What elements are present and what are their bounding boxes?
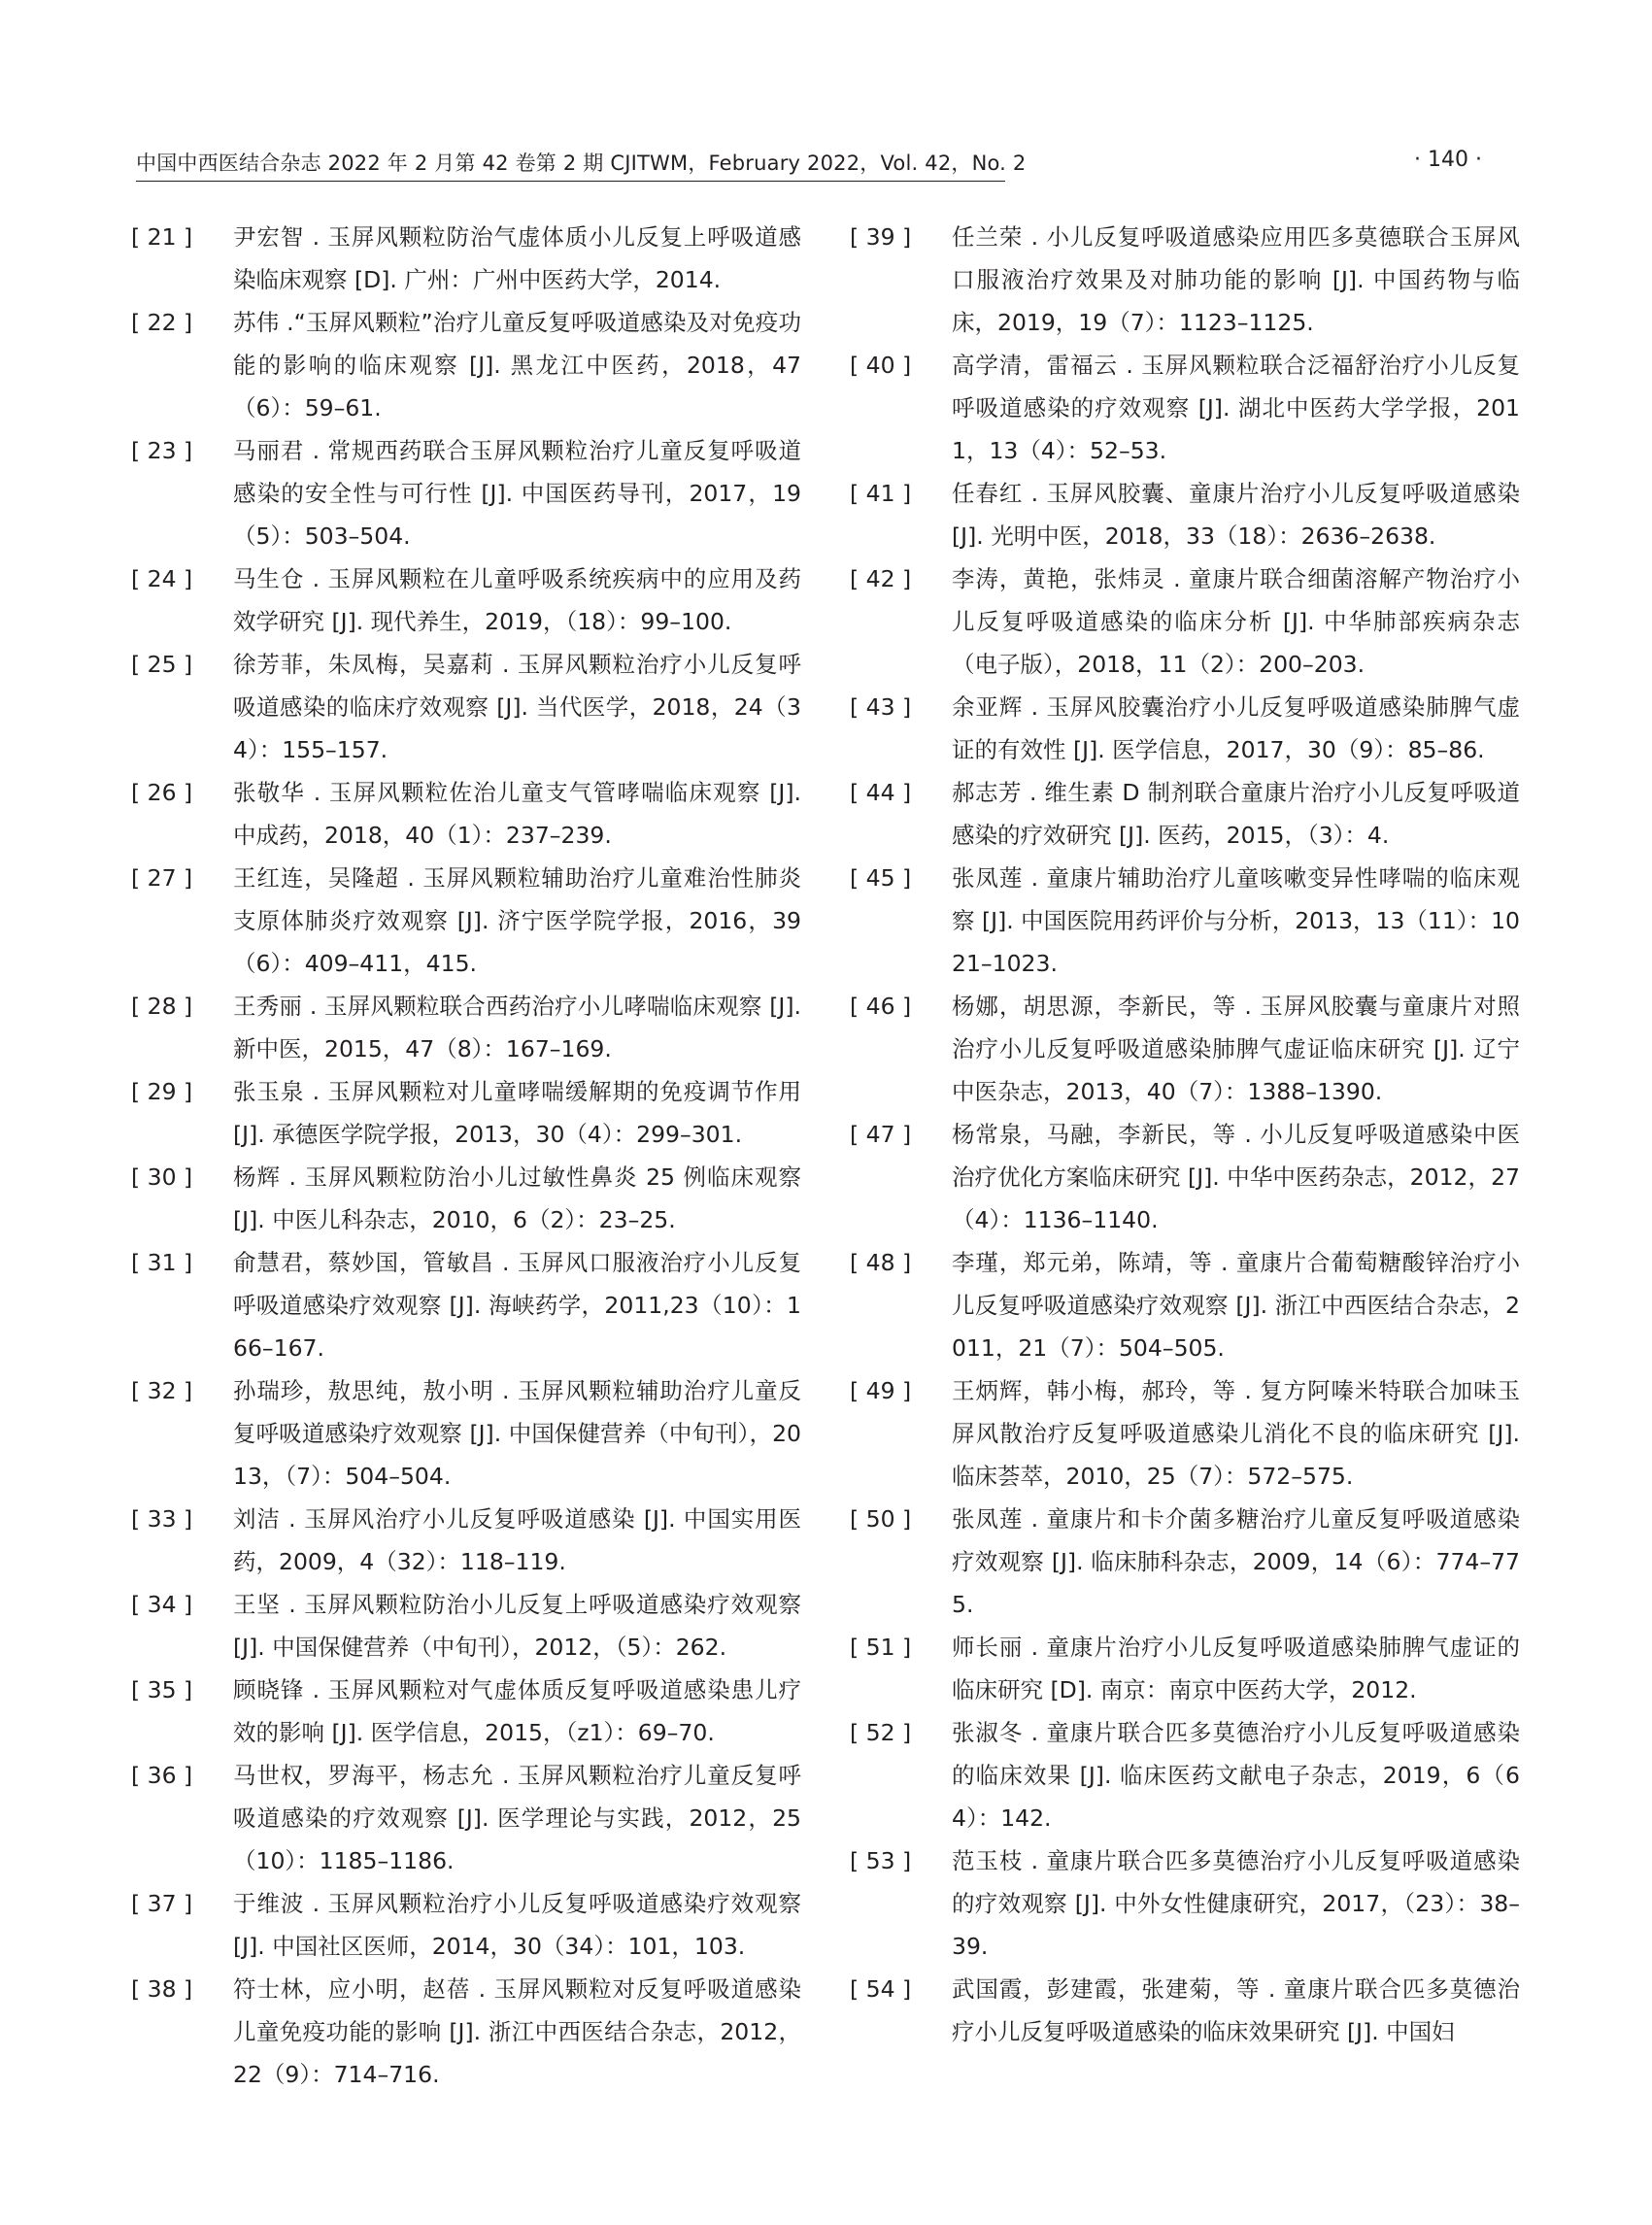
reference-entry (131, 771, 801, 857)
reference-number: [ 30 ] (131, 1163, 193, 1191)
reference-number: [ 26 ] (131, 779, 193, 806)
reference-number: [ 32 ] (131, 1377, 193, 1404)
reference-text: 顾晓锋 . 玉屏风颗粒对气虚体质反复呼吸道感染患儿疗效的影响 [J]. 医学信息，2015，（z1）：69–70. (233, 1676, 801, 1746)
reference-text: 高学清，雷福云 . 玉屏风颗粒联合泛福舒治疗小儿反复呼吸道感染的疗效观察 [J]. 湖北中医药大学学报，2011，13（4）：52–53. (952, 352, 1520, 464)
reference-number: [ 36 ] (131, 1762, 193, 1789)
reference-number: [ 21 ] (131, 223, 193, 251)
reference-entry (131, 216, 801, 301)
reference-text: 武国霞，彭建霞，张建菊，等 . 童康片联合匹多莫德治疗小儿反复呼吸道感染的临床效果研究 [J]. 中国妇 (952, 1975, 1520, 2045)
reference-entry (131, 1369, 801, 1498)
reference-text: 李涛，黄艳，张炜灵 . 童康片联合细菌溶解产物治疗小儿反复呼吸道感染的临床分析 [J]. 中华肺部疾病杂志（电子版），2018，11（2）：200–203. (952, 565, 1520, 678)
page-number: · 140 · (1414, 148, 1482, 172)
reference-number: [ 54 ] (850, 1975, 912, 2003)
reference-number: [ 46 ] (850, 993, 912, 1020)
reference-number: [ 27 ] (131, 864, 193, 892)
reference-text: 李瑾，郑元弟，陈靖，等 . 童康片合葡萄糖酸锌治疗小儿反复呼吸道感染疗效观察 [J]. 浙江中西医结合杂志，2011，21（7）：504–505. (952, 1249, 1520, 1362)
reference-number: [ 44 ] (850, 779, 912, 806)
reference-entry (131, 1156, 801, 1241)
reference-text: 刘洁 . 玉屏风治疗小儿反复呼吸道感染 [J]. 中国实用医药，2009，4（32）：118–119. (233, 1505, 801, 1575)
reference-entry (131, 1968, 801, 2096)
reference-text: 马世权，罗海平，杨志允 . 玉屏风颗粒治疗儿童反复呼吸道感染的疗效观察 [J]. 医学理论与实践，2012，25（10）：1185–1186. (233, 1762, 801, 1874)
reference-entry (131, 985, 801, 1070)
reference-text: 范玉枝 . 童康片联合匹多莫德治疗小儿反复呼吸道感染的疗效观察 [J]. 中外女性健康研究，2017，（23）：38–39. (952, 1847, 1520, 1960)
reference-entry (131, 1882, 801, 1968)
reference-text: 王秀丽 . 玉屏风颗粒联合西药治疗小儿哮喘临床观察 [J]. 新中医，2015，47（8）：167–169. (233, 993, 801, 1062)
reference-text: 符士林，应小明，赵蓓 . 玉屏风颗粒对反复呼吸道感染儿童免疫功能的影响 [J]. 浙江中西医结合杂志，2012，22（9）：714–716. (233, 1975, 801, 2088)
reference-number: [ 50 ] (850, 1505, 912, 1533)
reference-number: [ 48 ] (850, 1249, 912, 1276)
reference-text: 张凤莲 . 童康片辅助治疗儿童咳嗽变异性哮喘的临床观察 [J]. 中国医院用药评价与分析，2013，13（11）：1021–1023. (952, 864, 1520, 977)
reference-entry (850, 472, 1520, 557)
reference-text: 马丽君 . 常规西药联合玉屏风颗粒治疗儿童反复呼吸道感染的安全性与可行性 [J]. 中国医药导刊，2017，19（5）：503–504. (233, 437, 801, 550)
reference-text: 徐芳菲，朱凤梅，吴嘉莉 . 玉屏风颗粒治疗小儿反复呼吸道感染的临床疗效观察 [J]. 当代医学，2018，24（34）：155–157. (233, 651, 801, 763)
reference-number: [ 23 ] (131, 437, 193, 464)
reference-entry (850, 216, 1520, 344)
reference-text: 杨辉 . 玉屏风颗粒防治小儿过敏性鼻炎 25 例临床观察 [J]. 中医儿科杂志，2010，6（2）：23–25. (233, 1163, 801, 1233)
reference-text: 张凤莲 . 童康片和卡介菌多糖治疗儿童反复呼吸道感染疗效观察 [J]. 临床肺科杂志，2009，14（6）：774–775. (952, 1505, 1520, 1618)
reference-number: [ 43 ] (850, 693, 912, 721)
reference-entry (850, 1369, 1520, 1498)
reference-entry (850, 1968, 1520, 2053)
reference-entry (131, 1241, 801, 1369)
reference-text: 马生仓 . 玉屏风颗粒在儿童呼吸系统疾病中的应用及药效学研究 [J]. 现代养生，2019，（18）：99–100. (233, 565, 801, 635)
reference-number: [ 49 ] (850, 1377, 912, 1404)
reference-entry (131, 1754, 801, 1882)
reference-entry (850, 344, 1520, 472)
reference-text: 张淑冬 . 童康片联合匹多莫德治疗小儿反复呼吸道感染的临床效果 [J]. 临床医药文献电子杂志，2019，6（64）：142. (952, 1719, 1520, 1832)
reference-number: [ 42 ] (850, 565, 912, 592)
reference-entry (131, 1669, 801, 1754)
reference-entry (850, 1839, 1520, 1968)
reference-number: [ 37 ] (131, 1890, 193, 1917)
reference-number: [ 22 ] (131, 309, 193, 336)
reference-number: [ 24 ] (131, 565, 193, 592)
reference-number: [ 34 ] (131, 1591, 193, 1618)
reference-text: 杨娜，胡思源，李新民，等 . 玉屏风胶囊与童康片对照治疗小儿反复呼吸道感染肺脾气虚证临床研究 [J]. 辽宁中医杂志，2013，40（7）：1388–1390. (952, 993, 1520, 1105)
reference-text: 师长丽 . 童康片治疗小儿反复呼吸道感染肺脾气虚证的临床研究 [D]. 南京：南京中医药大学，2012. (952, 1634, 1520, 1703)
reference-entry (131, 1070, 801, 1156)
reference-entry (131, 857, 801, 985)
reference-entry (131, 643, 801, 771)
reference-entry (850, 1241, 1520, 1369)
reference-entry (850, 985, 1520, 1113)
reference-number: [ 28 ] (131, 993, 193, 1020)
reference-entry (131, 429, 801, 557)
reference-number: [ 35 ] (131, 1676, 193, 1703)
left-column-references (131, 216, 801, 2096)
reference-text: 于维波 . 玉屏风颗粒治疗小儿反复呼吸道感染疗效观察 [J]. 中国社区医师，2014，30（34）：101，103. (233, 1890, 801, 1960)
reference-number: [ 39 ] (850, 223, 912, 251)
reference-number: [ 47 ] (850, 1121, 912, 1148)
reference-number: [ 41 ] (850, 480, 912, 507)
reference-entry (131, 301, 801, 429)
reference-text: 任兰荣 . 小儿反复呼吸道感染应用匹多莫德联合玉屏风口服液治疗效果及对肺功能的影响 [J]. 中国药物与临床，2019，19（7）：1123–1125. (952, 223, 1520, 336)
reference-text: 王坚 . 玉屏风颗粒防治小儿反复上呼吸道感染疗效观察 [J]. 中国保健营养（中旬刊），2012，（5）：262. (233, 1591, 801, 1661)
reference-text: 尹宏智 . 玉屏风颗粒防治气虚体质小儿反复上呼吸道感染临床观察 [D]. 广州：广州中医药大学，2014. (233, 223, 801, 293)
reference-number: [ 40 ] (850, 352, 912, 379)
reference-entry (850, 1711, 1520, 1839)
reference-number: [ 51 ] (850, 1634, 912, 1661)
reference-text: 张敬华 . 玉屏风颗粒佐治儿童支气管哮喘临床观察 [J]. 中成药，2018，40（1）：237–239. (233, 779, 801, 849)
reference-entry (131, 557, 801, 643)
reference-text: 张玉泉 . 玉屏风颗粒对儿童哮喘缓解期的免疫调节作用 [J]. 承德医学院学报，2013，30（4）：299–301. (233, 1078, 801, 1148)
reference-text: 郝志芳 . 维生素 D 制剂联合童康片治疗小儿反复呼吸道感染的疗效研究 [J]. 医药，2015，（3）：4. (952, 779, 1520, 849)
reference-number: [ 53 ] (850, 1847, 912, 1874)
reference-text: 王炳辉，韩小梅，郝玲，等 . 复方阿嗪米特联合加味玉屏风散治疗反复呼吸道感染儿消化不良的临床研究 [J]. 临床荟萃，2010，25（7）：572–575. (952, 1377, 1520, 1490)
reference-number: [ 33 ] (131, 1505, 193, 1533)
reference-text: 苏伟 .“玉屏风颗粒”治疗儿童反复呼吸道感染及对免疫功能的影响的临床观察 [J]. 黑龙江中医药，2018，47（6）：59–61. (233, 309, 801, 421)
reference-number: [ 25 ] (131, 651, 193, 678)
reference-text: 任春红 . 玉屏风胶囊、童康片治疗小儿反复呼吸道感染 [J]. 光明中医，2018，33（18）：2636–2638. (952, 480, 1520, 550)
reference-text: 杨常泉，马融，李新民，等 . 小儿反复呼吸道感染中医治疗优化方案临床研究 [J]. 中华中医药杂志，2012，27（4）：1136–1140. (952, 1121, 1520, 1233)
reference-entry (850, 557, 1520, 686)
reference-entry (850, 1626, 1520, 1711)
reference-number: [ 29 ] (131, 1078, 193, 1105)
reference-text: 余亚辉 . 玉屏风胶囊治疗小儿反复呼吸道感染肺脾气虚证的有效性 [J]. 医学信息，2017，30（9）：85–86. (952, 693, 1520, 763)
reference-entry (850, 771, 1520, 857)
reference-entry (850, 1498, 1520, 1626)
reference-entry (850, 1113, 1520, 1241)
header-rule (136, 181, 1005, 182)
reference-number: [ 38 ] (131, 1975, 193, 2003)
reference-text: 俞慧君，蔡妙国，管敏昌 . 玉屏风口服液治疗小儿反复呼吸道感染疗效观察 [J]. 海峡药学，2011,23（10）：166–167. (233, 1249, 801, 1362)
reference-entry (131, 1583, 801, 1669)
reference-entry (131, 1498, 801, 1583)
reference-number: [ 31 ] (131, 1249, 193, 1276)
reference-text: 王红连，吴隆超 . 玉屏风颗粒辅助治疗儿童难治性肺炎支原体肺炎疗效观察 [J]. 济宁医学院学报，2016，39（6）：409–411，415. (233, 864, 801, 977)
reference-number: [ 45 ] (850, 864, 912, 892)
reference-entry (850, 686, 1520, 771)
reference-entry (850, 857, 1520, 985)
reference-text: 孙瑞珍，敖思纯，敖小明 . 玉屏风颗粒辅助治疗儿童反复呼吸道感染疗效观察 [J]. 中国保健营养（中旬刊），2013，（7）：504–504. (233, 1377, 801, 1490)
reference-number: [ 52 ] (850, 1719, 912, 1746)
right-column-references (850, 216, 1520, 2053)
running-head: 中国中西医结合杂志 2022 年 2 月第 42 卷第 2 期 CJITWM，February 2022，Vol. 42，No. 2 (136, 152, 1027, 175)
